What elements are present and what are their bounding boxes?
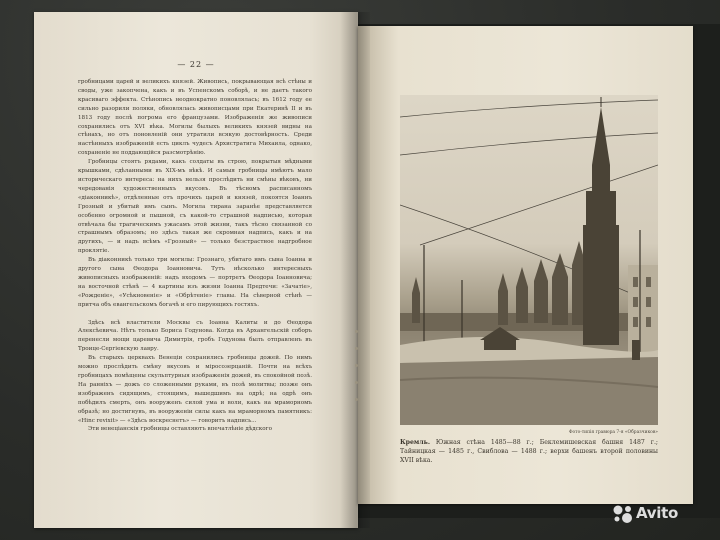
watermark-brand: Avito <box>636 504 678 522</box>
kremlin-photo <box>400 95 658 425</box>
paragraph: Гробницы стоятъ рядами, какъ солдаты въ строю, покрытыя мѣдными крышками, сдѣланными въ XIX-мъ вѣкѣ. И самыя гробницы имѣютъ мало историческаго интереса: на нихъ нельзя прослѣдить ни смѣны вѣковъ, ни чередованія художественныхъ вкусовъ. Въ тѣсномъ расписанномъ «діаконникѣ», отдѣленные отъ прочихъ царей и князей, покоятся Іоаннъ Грозный и убитый имъ сынъ. Могила тирана заранѣе представляется особенно огромной и пышной, съ какой-то страшной надписью, которая отвѣчала бы трагическимъ ужасамъ этой жизни, такъ тѣсно связанной со страшнымъ образомъ; но здѣсь такая же скромная надпись, какъ и на другихъ, — и надъ всѣмъ «Грозный» — только безстрастное надгробное проклятіе. <box>78 159 312 255</box>
paragraph: Въ діаконникѣ только три могилы: Грознаго, убитаго имъ сына Іоанна и другого сына Ѳеодора Іоанновича. Тутъ нѣсколько интересныхъ живописныхъ изображеній: надъ входомъ — портретъ Ѳеодора Іоанновича; на восточной стѣнѣ — 4 картины изъ жизни Іоанна Предтечи: «Зачатіе», «Рожденіе», «Усѣкновеніе» и «Обрѣтеніе» главы. На сѣверной стѣнѣ — притча объ евангельскомъ богачѣ и его пирующихъ гостяхъ. <box>78 257 312 308</box>
binding-holes <box>355 330 361 415</box>
paragraph: Въ старыхъ церквахъ Венеціи сохранились гробницы дожей. По нимъ можно прослѣдить смѣну вкусовъ и міросозерцаній. Почти на всѣхъ гробницахъ помѣщены скульптурныя изображенія дожей, въ спокойной позѣ. На ранніхъ — дожъ со сложенными руками, въ позѣ молитвы; позже онъ изображенъ сидящимъ, стоящимъ, вышедшимъ на одрѣ; на одрѣ онъ побѣдилъ смерть, онъ вооруженъ силой ума и воли, какъ на мраморномъ образѣ; но достигнувъ, въ вооруженіи силы какъ на мраморномъ памятникъ: «Hinc revixit» — «Здѣсь воскреснетъ» — говоритъ надпись... <box>78 355 312 424</box>
avito-watermark <box>612 503 708 525</box>
paragraph: гробницами царей и великихъ князей. Живопись, покрывающая всѣ стѣны и своды, уже закопчена, какъ и въ Успенскомъ соборѣ, и не даетъ такого красиваго эффекта. Стѣнопись неоднократно поновлялась; въ 1612 году ее сильно разорили поляки, обновлялась живописцами при Екатеринѣ II и въ 1813 году послѣ погрома его французами. Изображенія же живописи сохранились отъ XVI вѣка. Могилы былыхъ великихъ князей видны на стѣнахъ, но отъ поновленій они утратили всякую достовѣрность. Среди настѣнныхъ изображеній есть циклъ чудесъ Архистратига Михаила, однако, сохраненіе не поддающійся разсмотрѣнію. <box>78 79 312 157</box>
photo-caption <box>400 438 658 465</box>
left-page <box>34 12 358 528</box>
caption-text: Южная стѣна 1485—88 г.; Беклемишевская башня 1487 г.; Тайницкая — 1485 г., Свиблова — 1488 г.; верхи башенъ второй половины XVII вѣка. <box>400 439 659 464</box>
paragraph: Здѣсь всѣ властители Москвы съ Іоанна Калиты и до Ѳеодора Алексѣевича. Нѣтъ только Бориса Годунова. Когда въ Архангельскій соборъ перенесли мощи царевича Димитрія, гробъ Годунова былъ отправленъ въ Троице-Сергіевскую лавру. <box>78 319 312 353</box>
avito-logo-icon <box>612 504 634 524</box>
page-number: — 22 — <box>177 60 215 69</box>
spine-shadow <box>340 12 370 528</box>
kremlin-illustration <box>400 95 658 425</box>
caption-title: Кремль. <box>400 439 430 446</box>
left-page-text <box>78 78 312 434</box>
photo-credit: Фото-типія гравюра 7-я «Образчиков» <box>568 430 658 435</box>
paragraph: Эти венеціанскія гробницы оставляютъ впечатлѣніе дѣдского <box>88 426 272 433</box>
